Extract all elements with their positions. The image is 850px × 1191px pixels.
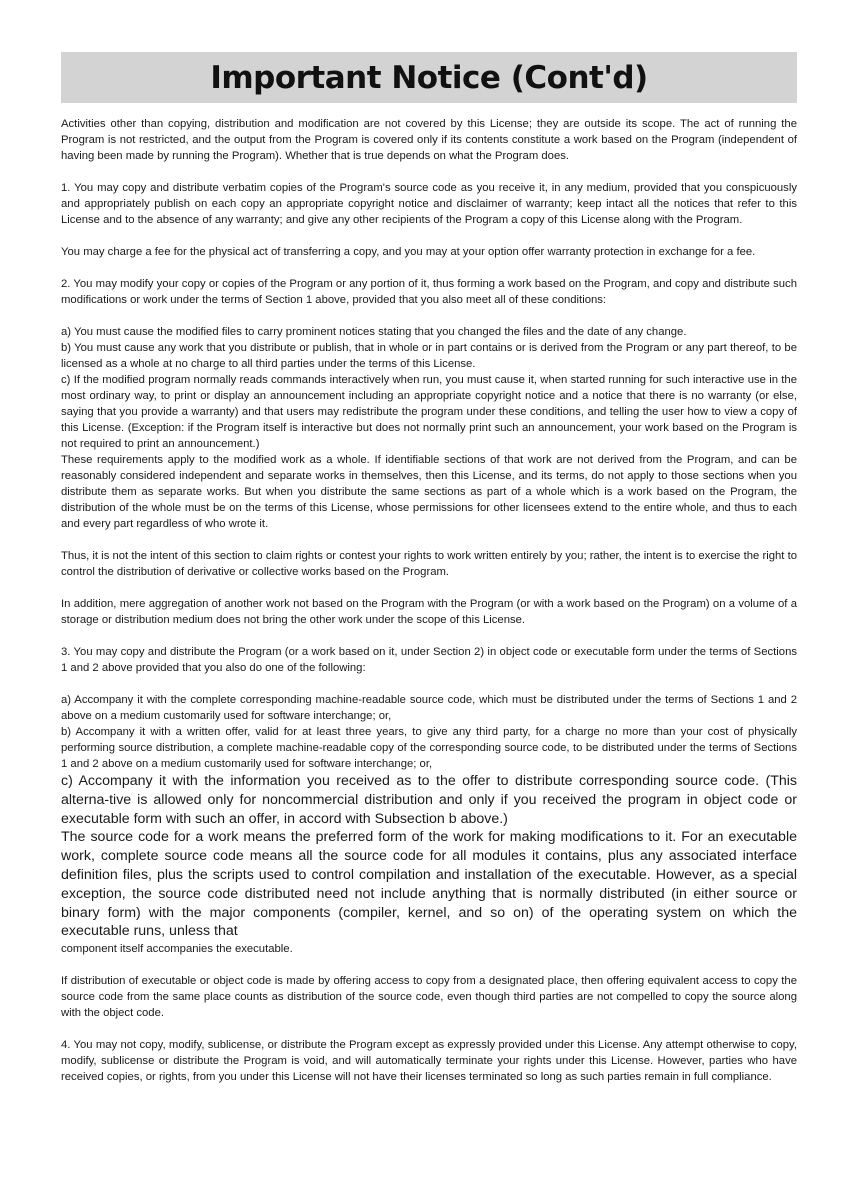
option-b: b) Accompany it with a written offer, valid for at least three years, to give any third party, for a charge no more than your cost of physically performing source distribution, a complete machine-readable copy of the corresponding source code, to be distributed under the terms of Sections 1 and 2 above on a medium customarily used for software interchange; or, bbox=[61, 726, 797, 770]
paragraph-section-1: 1. You may copy and distribute verbatim copies of the Program's source code as you receive it, in any medium, provided that you conspicuously and appropriately publish on each copy an appropriate copyright notice and disclaimer of warranty; keep intact all the notices that refer to this License and to the absence of any warranty; and give any other recipients of the Program a copy of this License along with the Program. bbox=[61, 182, 797, 226]
paragraph-fee: You may charge a fee for the physical act of transferring a copy, and you may at your option offer warranty protection in exchange for a fee. bbox=[61, 246, 756, 258]
license-body bbox=[61, 116, 797, 1085]
condition-b: b) You must cause any work that you distribute or publish, that in whole or in part contains or is derived from the Program or any part thereof, to be licensed as a whole at no charge to all third parties under the terms of this License. bbox=[61, 342, 797, 370]
paragraph-source-code: The source code for a work means the preferred form of the work for making modifications to it. For an executable work, complete source code means all the source code for all modules it contains, plus any associated interface definition files, plus the scripts used to control compilation and installation of the executable. However, as a special exception, the source code distributed need not include anything that is normally distributed (in either source or binary form) with the major components (compiler, kernel, and so on) of the operating system on which the executable runs, unless that bbox=[61, 829, 797, 940]
paragraph-source-code-end: component itself accompanies the executable. bbox=[61, 943, 293, 956]
paragraph-section-4: 4. You may not copy, modify, sublicense, or distribute the Program except as expressly provided under this License. Any attempt otherwise to copy, modify, sublicense or distribute the Program is void, and will automatically terminate your rights under this License. However, parties who have received copies, or rights, from you under this License will not have their licenses terminated so long as such parties remain in full compliance. bbox=[61, 1039, 797, 1084]
paragraph-section-2: 2. You may modify your copy or copies of the Program or any portion of it, thus forming a work based on the Program, and copy and distribute such modifications or work under the terms of Section 1 above, provided that you also meet all of these conditions: bbox=[61, 278, 797, 306]
condition-a: a) You must cause the modified files to carry prominent notices stating that you changed the files and the date of any change. bbox=[61, 326, 687, 338]
option-a: a) Accompany it with the complete corresponding machine-readable source code, which must be distributed under the terms of Sections 1 and 2 above on a medium customarily used for software interchange; or, bbox=[61, 694, 797, 722]
paragraph-requirements: These requirements apply to the modified work as a whole. If identifiable sections of that work are not derived from the Program, and can be reasonably considered independent and separate works in themselves, then this License, and its terms, do not apply to those sections when you distribute them as separate works. But when you distribute the same sections as part of a whole which is a work based on the Program, the distribution of the whole must be on the terms of this License, whose permissions for other licensees extend to the entire whole, and thus to each and every part regardless of who wrote it. bbox=[61, 454, 797, 530]
paragraph-distribution-access: If distribution of executable or object code is made by offering access to copy from a designated place, then offering equivalent access to copy the source code from the same place counts as distribution of the source code, even though third parties are not compelled to copy the source along with the object code. bbox=[61, 975, 797, 1020]
condition-c: c) If the modified program normally reads commands interactively when run, you must cause it, when started running for such interactive use in the most ordinary way, to print or display an announcement including an appropriate copyright notice and a notice that there is no warranty (or else, saying that you provide a warranty) and that users may redistribute the program under these conditions, and telling the user how to view a copy of this License. (Exception: if the Program itself is interactive but does not normally print such an announcement, your work based on the Program is not required to print an announcement.) bbox=[61, 374, 797, 450]
paragraph-scope: Activities other than copying, distribution and modification are not covered by this License; they are outside its scope. The act of running the Program is not restricted, and the output from the Program is covered only if its contents constitute a work based on the Program (independent of having been made by running the Program). Whether that is true depends on what the Program does. bbox=[61, 118, 797, 162]
paragraph-section-3: 3. You may copy and distribute the Program (or a work based on it, under Section 2) in object code or executable form under the terms of Sections 1 and 2 above provided that you also do one of the following: bbox=[61, 646, 797, 674]
paragraph-aggregation: In addition, mere aggregation of another work not based on the Program with the Program (or with a work based on the Program) on a volume of a storage or distribution medium does not bring the other work under the scope of this License. bbox=[61, 598, 797, 626]
page-title: Important Notice (Cont'd) bbox=[210, 59, 648, 96]
option-c: c) Accompany it with the information you received as to the offer to distribute corresponding source code. (This alterna-tive is allowed only for noncommercial distribution and only if you received the program in object code or executable form with such an offer, in accord with Subsection b above.) bbox=[61, 773, 797, 827]
paragraph-intent: Thus, it is not the intent of this section to claim rights or contest your rights to work written entirely by you; rather, the intent is to exercise the right to control the distribution of derivative or collective works based on the Program. bbox=[61, 550, 797, 578]
page-title-banner bbox=[61, 52, 797, 103]
